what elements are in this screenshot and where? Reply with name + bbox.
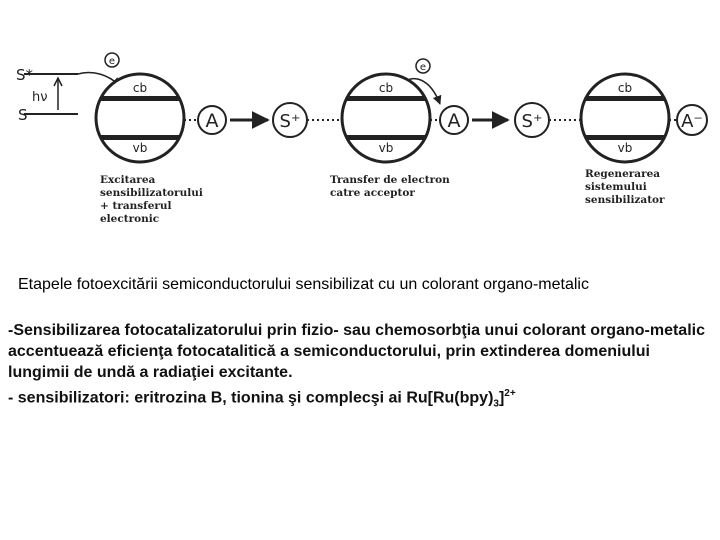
oxidized-sensitizer — [273, 103, 307, 137]
conduction-band-label: cb — [132, 81, 148, 95]
reduced-acceptor-circle — [677, 105, 707, 135]
figure-caption: Etapele fotoexcitării semiconductorului sensibilizat cu un colorant organo-metalic — [18, 276, 589, 293]
conduction-band-label: cb — [378, 81, 394, 95]
stage-label-regeneration: Regenerarea sistemului sensibilizator — [585, 168, 665, 206]
conduction-band-label: cb — [617, 81, 633, 95]
paragraph-sensitizers: - sensibilizatori: eritrozina B, tionina şi complecşi ai $Ru[Ru(bpy)_3]^{2+}$ — [8, 388, 516, 410]
svg-text:S⁺: S⁺ — [521, 111, 543, 132]
semiconductor-particle — [90, 74, 190, 164]
svg-text:A⁻: A⁻ — [681, 111, 703, 132]
semiconductor-particle — [575, 74, 675, 164]
svg-text:e: e — [419, 62, 427, 73]
energy-levels — [16, 66, 78, 124]
ground-state-label: S — [18, 106, 28, 124]
electron-icon — [105, 53, 119, 67]
valence-band-label: vb — [378, 141, 394, 155]
excited-state-label: S* — [16, 66, 34, 84]
acceptor-circle — [440, 106, 468, 134]
semiconductor-particle — [336, 74, 436, 164]
body-text — [8, 320, 713, 415]
paragraph-sensitization: -Sensibilizarea fotocatalizatorului prin fizio- sau chemosorbţia unui colorant organo-metalic accentuează eficienţa fotocatalitică a semiconductorului, prin extinderea domeniului lungimii de undă a radiaţiei excitante. — [8, 322, 705, 381]
svg-text:S⁺: S⁺ — [279, 111, 301, 132]
oxidized-sensitizer — [515, 103, 549, 137]
electron-icon — [416, 59, 430, 73]
valence-band-label: vb — [617, 141, 633, 155]
acceptor-circle — [198, 106, 226, 134]
photon-label: hν — [32, 90, 48, 105]
stage-label-transfer: Transfer de electron catre acceptor — [330, 174, 450, 199]
svg-text:e: e — [108, 56, 116, 67]
stage-label-excitation: Excitarea sensibilizatorului + transferul electronic — [100, 174, 203, 225]
svg-text:A: A — [205, 110, 219, 132]
svg-text:A: A — [447, 110, 461, 132]
valence-band-label: vb — [132, 141, 148, 155]
